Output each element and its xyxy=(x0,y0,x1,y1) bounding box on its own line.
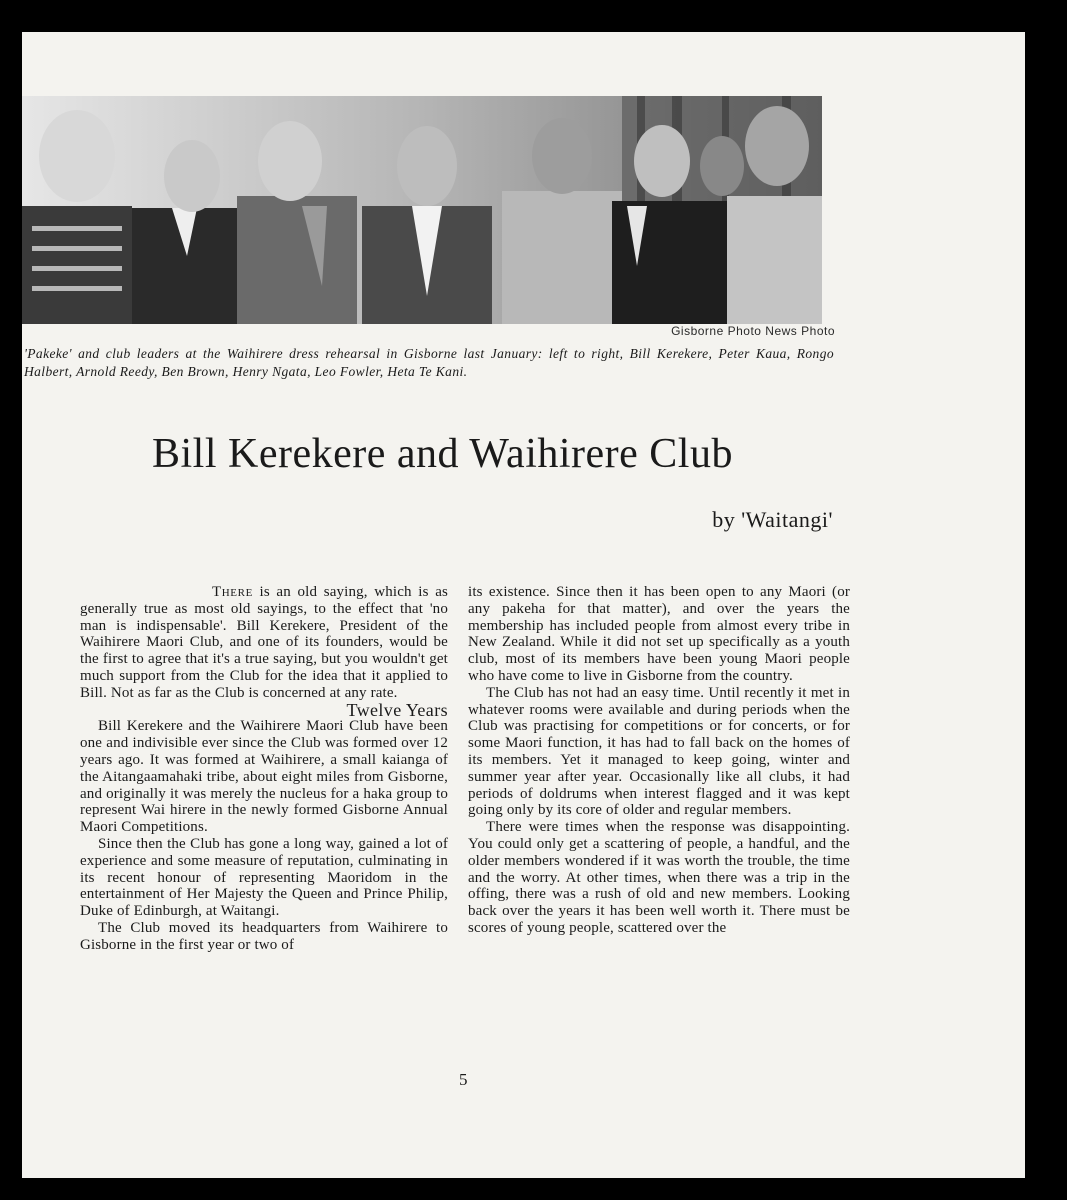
photo-credit: Gisborne Photo News Photo xyxy=(671,324,835,338)
right-column xyxy=(468,584,850,937)
group-photograph xyxy=(22,96,822,324)
paragraph: Bill Kerekere and the Waihirere Maori Club have been one and indivisible ever since the Club was formed over 12 years ago. It was formed at Waihirere, a small kaianga of the Aitangaamahaki tribe, about eight miles from Gisborne, and originally it was merely the nucleus for a haka group to represent Wai hirere in the newly formed Gisborne Annual Maori Competitions. xyxy=(80,718,448,836)
paragraph: There were times when the response was disappointing. You could only get a scattering of people, a handful, and the older members wondered if it was worth the trouble, the time and the worry. At other times, when there was a trip in the offing, there was a rush of old and new members. Looking back over the years it has been well worth it. There must be scores of young people, scattered over the xyxy=(468,819,850,936)
article-title: Bill Kerekere and Waihirere Club xyxy=(152,431,733,477)
article-byline: by 'Waitangi' xyxy=(712,507,833,532)
photo-illustration xyxy=(22,96,822,324)
paragraph: The Club has not had an easy time. Until recently it met in whatever rooms were available and during periods when the Club was practising for competitions or for concerts, or for some Maori function, it has had to fall back on the homes of its members. Yet it managed to keep going, winter and summer year after year. Occasionally like all clubs, it had periods of doldrums when interest flagged and it was kept going only by its core of older and regular members. xyxy=(468,684,850,819)
page-number: 5 xyxy=(459,1070,468,1089)
photo-caption: 'Pakeke' and club leaders at the Waihirere dress rehearsal in Gisborne last January: left to right, Bill Kerekere, Peter Kaua, Rongo Halbert, Arnold Reedy, Ben Brown, Henry Ngata, Leo Fowler, Heta Te Kani. xyxy=(24,346,834,379)
subheading: Twelve Years xyxy=(346,699,448,720)
continued-paragraph: its existence. Since then it has been open to any Maori (or any pakeha for that matter), and over the years the membership has included people from almost every tribe in New Zealand. While it did not set up specifically as a youth club, most of its members have been young Maori people who have come to live in Gisborne from the country. xyxy=(468,584,850,684)
magazine-page xyxy=(22,32,1025,1178)
lead-text: is an old saying, which is as generally true as most old sayings, to the effect that 'no man is indispensable'. Bill Kerekere, President of the Waihirere Maori Club, and one of its founders, would be the first to agree that it's a true saying, but you wouldn't get much support from the Club for the idea that it applied to Bill. Not as far as the Club is concerned at any rate. xyxy=(80,584,448,701)
left-column xyxy=(80,584,448,954)
paragraph: The Club moved its headquarters from Waihirere to Gisborne in the first year or two of xyxy=(80,919,448,953)
lead-paragraph xyxy=(80,584,448,702)
paragraph: Since then the Club has gone a long way, gained a lot of experience and some measure of reputation, culminating in its recent honour of representing Maoridom in the entertainment of Her Majesty the Queen and Prince Philip, Duke of Edinburgh, at Waitangi. xyxy=(80,835,448,920)
lead-word: There xyxy=(212,584,253,600)
